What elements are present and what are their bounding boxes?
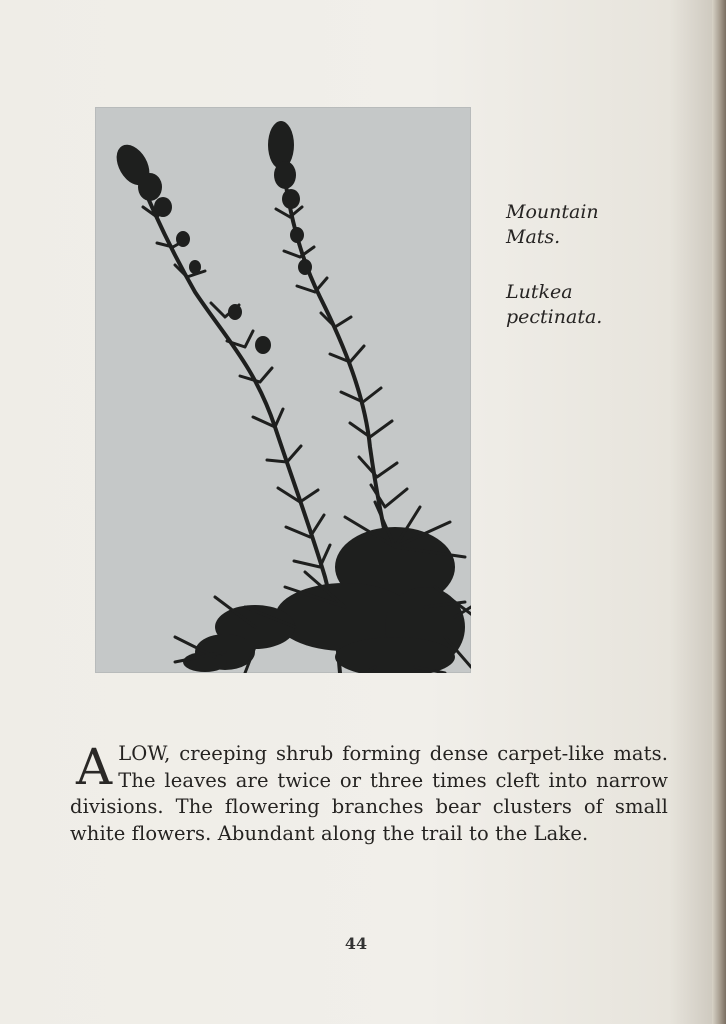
plant-photograph [95, 107, 471, 673]
photo-caption [506, 200, 656, 360]
scientific-name: Lutkea pectinata. [506, 281, 603, 328]
description-paragraph [70, 738, 668, 847]
drop-cap: A [76, 738, 113, 796]
page-number: 44 [344, 934, 368, 953]
plant-silhouette-illustration [95, 107, 471, 673]
common-name: Mountain Mats. [506, 201, 599, 248]
description-text: LOW, creeping shrub forming dense carpet-like mats. The leaves are twice or three times cleft into narrow divisions. The flowering branches bear clusters of small white flowers. Abundant along the trail to the Lake. [70, 742, 668, 845]
book-binding-edge [712, 0, 726, 1024]
